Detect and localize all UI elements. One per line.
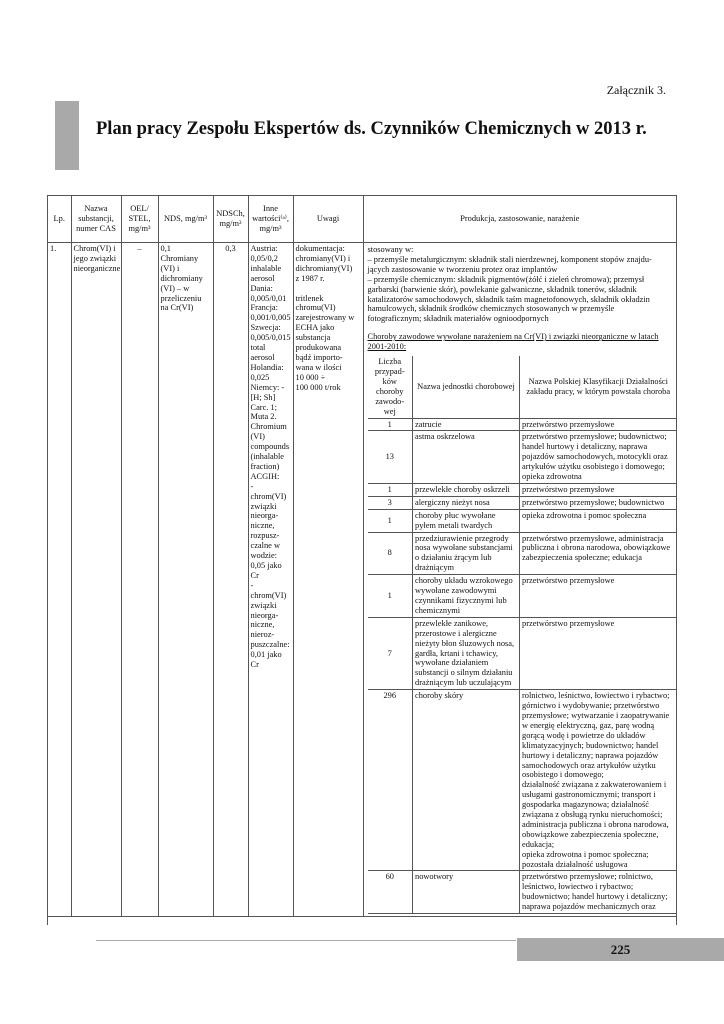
diseases-header-count: Liczba przypad-ków choroby zawodo-wej [368, 356, 413, 418]
header-production: Produkcja, zastosowanie, narażenie [363, 196, 676, 243]
table-row [368, 871, 677, 914]
disease-sector: przetwórstwo przemysłowe, administracja publiczna i obrona narodowa, obowiązkowe zabezpieczenia społeczne; edukacja [520, 532, 677, 575]
title-accent-bar [55, 101, 79, 170]
disease-count: 13 [368, 431, 413, 484]
disease-name: przedziurawienie przegrody nosa wywołane substancjami o działaniu żrącym lub drażniącym [413, 532, 520, 575]
diseases-header-row [368, 356, 677, 418]
table-row [368, 617, 677, 689]
header-lp: Lp. [48, 196, 71, 243]
disease-count: 1 [368, 509, 413, 532]
disease-sector: przetwórstwo przemysłowe; budownictwo [520, 496, 677, 509]
disease-name: choroby płuc wywołane pyłem metali twardych [413, 509, 520, 532]
table-row [368, 483, 677, 496]
work-plan-table-frame [47, 195, 677, 925]
cell-ndsch: 0,3 [213, 243, 248, 917]
header-name: Nazwa substancji, numer CAS [71, 196, 121, 243]
table-row [368, 532, 677, 575]
disease-sector: przetwórstwo przemysłowe [520, 418, 677, 431]
annex-label: Załącznik 3. [606, 83, 666, 97]
diseases-heading: Choroby zawodowe wywołane narażeniem na Cr(VI) i związki nieorganiczne w latach 2001-2010: [367, 332, 659, 352]
table-row [368, 431, 677, 484]
disease-sector: przetwórstwo przemysłowe [520, 617, 677, 689]
disease-count: 7 [368, 617, 413, 689]
disease-name: zatrucie [413, 418, 520, 431]
table-row [368, 690, 677, 871]
table-row [368, 496, 677, 509]
disease-name: alergiczny nieżyt nosa [413, 496, 520, 509]
disease-count: 1 [368, 483, 413, 496]
work-plan-table [48, 196, 676, 917]
cell-notes: dokumentacja: chromiany(VI) i dichromiany(VI) z 1987 r. tritlenek chromu(VI) zarejestrowany w ECHA jako substancja produkowana bądź importo- wana w ilości 10 000 ÷ 100 000 t/rok [293, 243, 363, 917]
cell-other-values: Austria: 0,05/0,2 inhalable aerosol Dania: 0,005/0,01 Francja: 0,001/0,005 Szwecja: 0,005/0,015 total aerosol Holandia: 0,025 Niemcy: - [H; Sh] Carc. 1; Muta 2. Chromium (VI) compounds (inhalable fraction) ACGIH: - chrom(VI) związki nieorga- niczne, rozpusz- czalne w wodzie: 0,05 jako Cr - chrom(VI) związki nieorga- niczne, nieroz- puszczalne: 0,01 jako Cr [248, 243, 293, 917]
disease-sector: przetwórstwo przemysłowe [520, 483, 677, 496]
disease-sector: przetwórstwo przemysłowe; rolnictwo, leśnictwo, łowiectwo i rybactwo; budownictwo; handel hurtowy i detaliczny; naprawa pojazdów mechanicznych oraz [520, 871, 677, 914]
cell-lp: 1. [48, 243, 71, 917]
header-nds: NDS, mg/m³ [158, 196, 213, 243]
table-row [48, 243, 676, 917]
footer-divider [96, 940, 516, 941]
page-title: Plan pracy Zespołu Ekspertów ds. Czynników Chemicznych w 2013 r. [96, 119, 647, 139]
disease-name: astma oskrzelowa [413, 431, 520, 484]
header-notes: Uwagi [293, 196, 363, 243]
disease-name: nowotwory [413, 871, 520, 914]
cell-substance-name: Chrom(VI) i jego związki nieorganiczne [71, 243, 121, 917]
table-header-row [48, 196, 676, 243]
cell-oel: – [121, 243, 158, 917]
disease-sector: rolnictwo, leśnictwo, łowiectwo i rybactwo; górnictwo i wydobywanie; przetwórstwo przemysłowe; wytwarzanie i zaopatrywanie w energię elektryczną, gaz, parę wodną gorącą wodę i powietrze do układów klimatyzacyjnych; budownictwo; handel hurtowy i detaliczny; naprawa pojazdów samochodowych oraz artykułów użytku osobistego i domowego; działalność związana z zakwaterowaniem i usługami gastronomicznymi; transport i gospodarka magazynowa; działalność związana z obsługą rynku nieruchomości; administracja publiczna i obrona narodowa, obowiązkowe zabezpieczenia społeczne, edukacja; opieka zdrowotna i pomoc społeczna; pozostała działalność usługowa [520, 690, 677, 871]
table-row [368, 575, 677, 618]
disease-count: 8 [368, 532, 413, 575]
disease-sector: przetwórstwo przemysłowe [520, 575, 677, 618]
table-row [368, 418, 677, 431]
disease-name: choroby skóry [413, 690, 520, 871]
disease-name: przewlekłe choroby oskrzeli [413, 483, 520, 496]
disease-name: choroby układu wzrokowego wywołane zawodowymi czynnikami fizycznymi lub chemicznymi [413, 575, 520, 618]
header-oel: OEL/ STEL, mg/m³ [121, 196, 158, 243]
disease-sector: przetwórstwo przemysłowe; budownictwo; handel hurtowy i detaliczny, naprawa pojazdów samochodowych, motocykli oraz artykułów użytku osobistego i domowego; opieka zdrowotna [520, 431, 677, 484]
cell-nds: 0,1 Chromiany (VI) i dichromiany (VI) – w przeliczeniu na Cr(VI) [158, 243, 213, 917]
disease-count: 60 [368, 871, 413, 914]
disease-sector: opieka zdrowotna i pomoc społeczna [520, 509, 677, 532]
diseases-header-sector: Nazwa Polskiej Klasyfikacji Działalności zakładu pracy, w którym powstała choroba [520, 356, 677, 418]
disease-count: 296 [368, 690, 413, 871]
diseases-table [368, 356, 677, 914]
disease-count: 1 [368, 575, 413, 618]
disease-count: 1 [368, 418, 413, 431]
production-text: stosowany w: – przemyśle metalurgicznym: składnik stali nierdzewnej, komponent stopów znajdu- jących zastosowanie w tworzeniu protez oraz implantów – przemyśle chemicznym: składnik pigmentów(żółć i zieleń chromowa); przemysł garbarski (barwienie skór), powlekanie galwaniczne, składnik tonerów, składnik katalizatorów samochodowych, składnik taśm magnetofonowych, składnik okładzin hamulcowych, składnik środków chemicznych stosowanych w przemyśle fotograficznym; składnik materiałów ognioodpornych [367, 245, 652, 324]
page-number: 225 [517, 938, 724, 961]
header-ndsch: NDSCh, mg/m³ [213, 196, 248, 243]
diseases-header-disease: Nazwa jednostki chorobowej [413, 356, 520, 418]
table-row [368, 509, 677, 532]
disease-name: przewlekłe zanikowe, przerostowe i alergiczne nieżyty błon śluzowych nosa, gardła, krtani i tchawicy, wywołane działaniem substancji o silnym działaniu drażniącym lub uczulającym [413, 617, 520, 689]
disease-count: 3 [368, 496, 413, 509]
header-other-values: Inne wartości⁽ᵃ⁾, mg/m³ [248, 196, 293, 243]
cell-production [363, 243, 676, 917]
